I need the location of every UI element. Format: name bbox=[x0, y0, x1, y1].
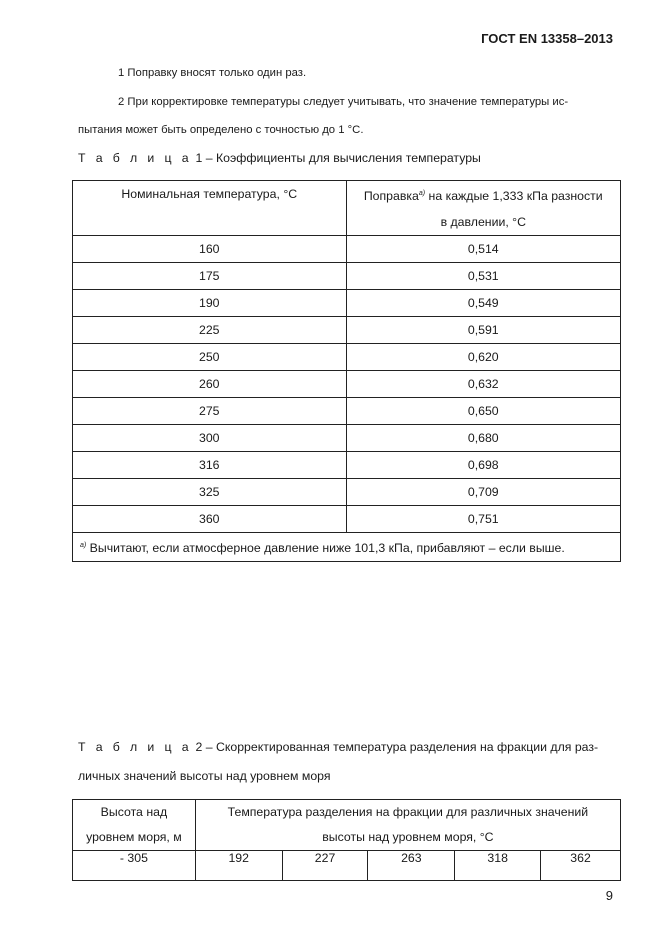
table-row bbox=[73, 506, 621, 533]
correction-cell: 0,650 bbox=[346, 398, 620, 425]
nominal-temperature-cell: 260 bbox=[73, 371, 347, 398]
document-standard-code: ГОСТ EN 13358–2013 bbox=[481, 31, 613, 46]
table2-header-row bbox=[73, 800, 621, 851]
nominal-temperature-cell: 316 bbox=[73, 452, 347, 479]
nominal-temperature-cell: 300 bbox=[73, 425, 347, 452]
correction-cell: 0,709 bbox=[346, 479, 620, 506]
table2-caption-line-2: личных значений высоты над уровнем моря bbox=[78, 769, 331, 783]
table-row bbox=[73, 290, 621, 317]
correction-cell: 0,514 bbox=[346, 236, 620, 263]
table1-footnote-row bbox=[73, 533, 621, 562]
note-2-line-2: пытания может быть определено с точностью до 1 °С. bbox=[78, 124, 364, 136]
nominal-temperature-cell: 250 bbox=[73, 344, 347, 371]
table-row bbox=[73, 851, 621, 881]
table2-temperature-group-header: Температура разделения на фракции для различных значений высоты над уровнем моря, °С bbox=[195, 800, 620, 851]
correction-cell: 0,680 bbox=[346, 425, 620, 452]
correction-cell: 0,632 bbox=[346, 371, 620, 398]
table-row bbox=[73, 452, 621, 479]
table1-header-row bbox=[73, 181, 621, 236]
table-row bbox=[73, 398, 621, 425]
table1-caption-prefix: Т а б л и ц а bbox=[78, 151, 193, 165]
table-row bbox=[73, 263, 621, 290]
table1-col1-header: Номинальная температура, °С bbox=[73, 181, 347, 236]
correction-cell: 0,620 bbox=[346, 344, 620, 371]
temperature-correction-table bbox=[72, 180, 621, 562]
nominal-temperature-cell: 175 bbox=[73, 263, 347, 290]
note-1: 1 Поправку вносят только один раз. bbox=[118, 67, 307, 79]
table1-footnote: $^{а)}$ Вычитают, если атмосферное давление ниже 101,3 кПа, прибавляют – если выше. bbox=[73, 533, 621, 562]
nominal-temperature-cell: 275 bbox=[73, 398, 347, 425]
table-row bbox=[73, 344, 621, 371]
table1-caption-text: 1 – Коэффициенты для вычисления температуры bbox=[195, 151, 481, 165]
altitude-cell: - 305 bbox=[73, 851, 196, 881]
table-row bbox=[73, 425, 621, 452]
nominal-temperature-cell: 360 bbox=[73, 506, 347, 533]
nominal-temperature-cell: 325 bbox=[73, 479, 347, 506]
temperature-cell: 192 bbox=[195, 851, 282, 881]
page-number: 9 bbox=[605, 888, 613, 903]
table-row bbox=[73, 371, 621, 398]
correction-cell: 0,751 bbox=[346, 506, 620, 533]
nominal-temperature-cell: 160 bbox=[73, 236, 347, 263]
nominal-temperature-cell: 190 bbox=[73, 290, 347, 317]
correction-cell: 0,549 bbox=[346, 290, 620, 317]
nominal-temperature-cell: 225 bbox=[73, 317, 347, 344]
temperature-cell: 263 bbox=[368, 851, 455, 881]
table1-col2-header: Поправка$^{а)}$ на каждые 1,333 кПа разности в давлении, °С bbox=[346, 181, 620, 236]
table2-caption-text: 2 – Скорректированная температура разделения на фракции для раз- bbox=[195, 740, 599, 754]
correction-cell: 0,698 bbox=[346, 452, 620, 479]
temperature-cell: 362 bbox=[541, 851, 621, 881]
table2-caption-prefix: Т а б л и ц а bbox=[78, 740, 193, 754]
table1-caption bbox=[78, 151, 481, 165]
table2-altitude-header: Высота над уровнем моря, м bbox=[73, 800, 196, 851]
altitude-corrected-temperature-table bbox=[72, 799, 621, 881]
correction-cell: 0,531 bbox=[346, 263, 620, 290]
temperature-cell: 318 bbox=[455, 851, 541, 881]
correction-cell: 0,591 bbox=[346, 317, 620, 344]
table-row bbox=[73, 317, 621, 344]
table-row bbox=[73, 479, 621, 506]
table-row bbox=[73, 236, 621, 263]
note-2-line-1: 2 При корректировке температуры следует учитывать, что значение температуры ис- bbox=[118, 96, 569, 108]
temperature-cell: 227 bbox=[282, 851, 368, 881]
table2-caption-line-1 bbox=[78, 740, 598, 754]
